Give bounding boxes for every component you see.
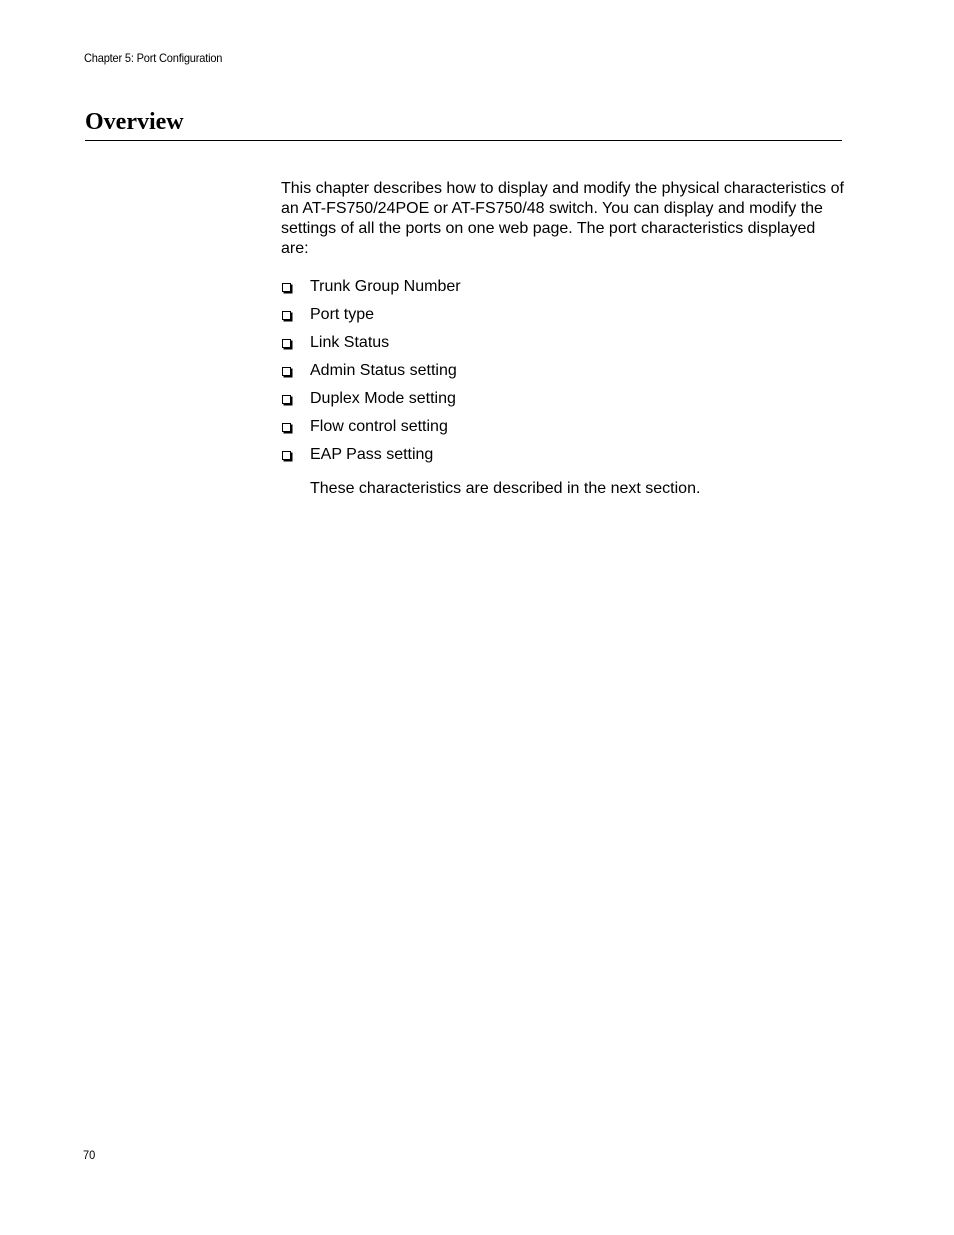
page-number: 70 [83,1148,96,1162]
intro-paragraph: This chapter describes how to display and modify the physical characteristics of an AT-FS750/24POE or AT-FS750/48 switch. You can display and modify the settings of all the ports on one web page. The port characteristics displayed are: [281,180,844,257]
list-item-text: Link Status [310,334,390,351]
checkbox-bullet-icon [282,395,291,404]
closing-paragraph: These characteristics are described in the next section. [310,480,701,497]
list-item-text: EAP Pass setting [310,446,434,463]
list-item-text: Port type [310,306,375,323]
checkbox-bullet-icon [282,311,291,320]
checkbox-bullet-icon [282,367,291,376]
checkbox-bullet-icon [282,339,291,348]
list-item-text: Flow control setting [310,418,448,435]
list-item-text: Duplex Mode setting [310,390,456,407]
checkbox-bullet-icon [282,283,291,292]
title-divider [85,140,842,141]
section-title: Overview [85,109,184,135]
list-item-text: Trunk Group Number [310,278,461,295]
running-header: Chapter 5: Port Configuration [84,51,223,65]
checkbox-bullet-icon [282,423,291,432]
checkbox-bullet-icon [282,451,291,460]
list-item-text: Admin Status setting [310,362,457,379]
